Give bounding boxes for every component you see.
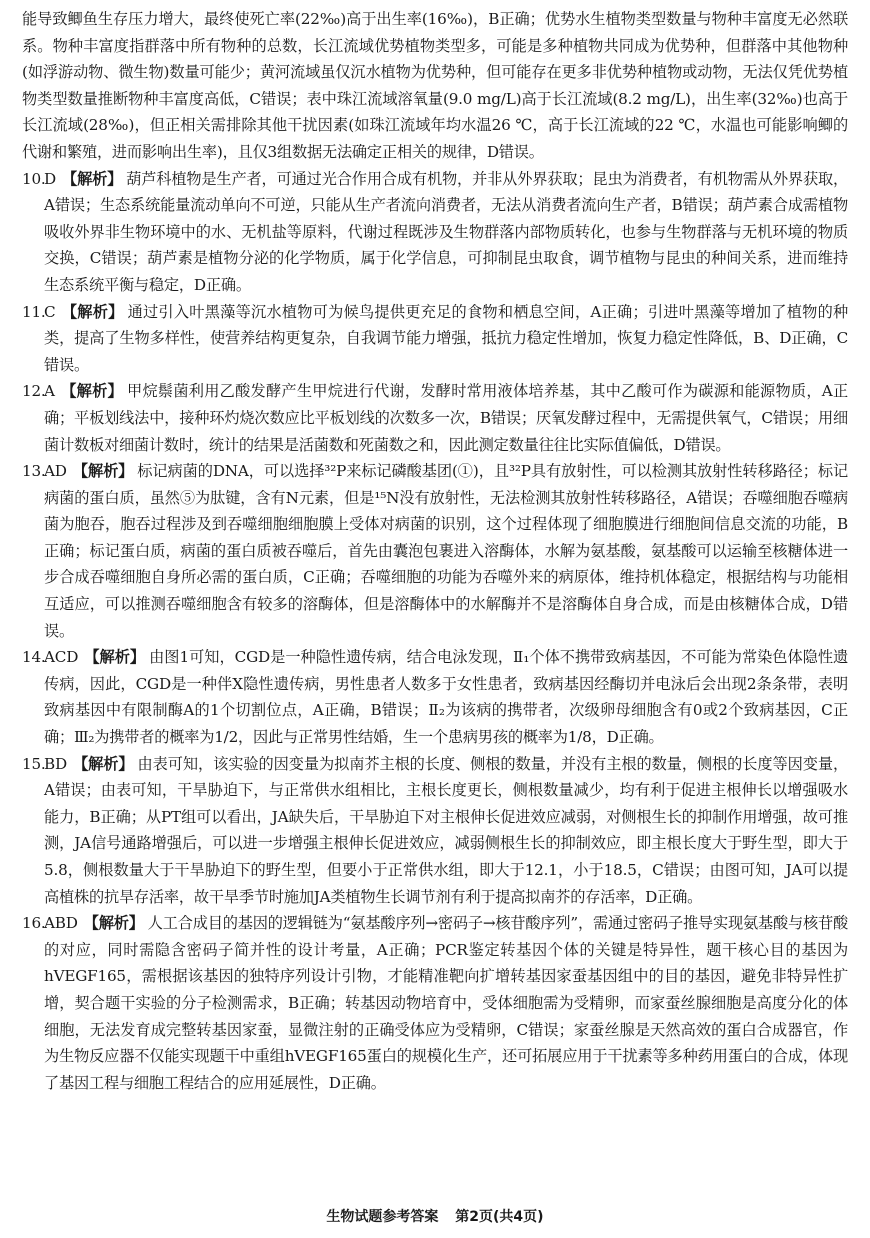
answer-item [22, 299, 848, 379]
answer-choice: AD [44, 462, 67, 481]
analysis-text: 标记病菌的DNA，可以选择³²P来标记磷酸基团(①)，且³²P具有放射性，可以检测其放射性转移路径；标记病菌的蛋白质，虽然⑤为肽键，含有N元素，但是¹⁵N没有放射性，无法检测其放射性转移路径，A错误；吞噬细胞吞噬病菌为胞吞，胞吞过程涉及到吞噬细胞细胞膜上受体对病菌的识别，这个过程体现了细胞膜进行细胞间信息交流的功能，B正确；标记蛋白质，病菌的蛋白质被吞噬后，首先由囊泡包裹进入溶酶体，水解为氨基酸，氨基酸可以运输至核糖体进一步合成吞噬细胞自身所必需的蛋白质，C正确；吞噬细胞的功能为吞噬外来的病原体，维持机体稳定，根据结构与功能相互适应，可以推测吞噬细胞含有较多的溶酶体，但是溶酶体中的水解酶并不是溶酶体自身合成，而是由核糖体合成，D错误。 [44, 462, 848, 640]
footer-title: 生物试题参考答案 [326, 1209, 439, 1225]
question-number: 12. [22, 382, 46, 401]
answer-choice: C [44, 302, 56, 321]
analysis-text: 通过引入叶黑藻等沉水植物可为候鸟提供更充足的食物和栖息空间，A正确；引进叶黑藻等增加了植物的种类，提高了生物多样性，使营养结构更复杂，自我调节能力增强，抵抗力稳定性增加，恢复力稳定性降低，B、D正确，C错误。 [44, 302, 848, 374]
answer-choice: D [44, 169, 56, 188]
intro-paragraph: 能导致鲫鱼生存压力增大，最终使死亡率(22‰)高于出生率(16‰)，B正确；优势水生植物类型数量与物种丰富度无必然联系。物种丰富度指群落中所有物种的总数，长江流域优势植物类型多，可能是多种植物共同成为优势种，但群落中其他物种(如浮游动物、微生物)数量可能少；黄河流域虽仅沉水植物为优势种，但可能存在更多非优势种植物或动物，无法仅凭优势植物类型数量推断物种丰富度高低，C错误；表中珠江流域溶氧量(9.0 mg/L)高于长江流域(8.2 mg/L)，出生率(32‰)也高于长江流域(28‰)，但正相关需排除其他干扰因素(如珠江流域年均水温26 ℃，高于长江流域的22 ℃，水温也可能影响鲫的代谢和繁殖，进而影响出生率)，且仅3组数据无法确定正相关的规律，D错误。 [22, 10, 848, 161]
analysis-text: 由表可知，该实验的因变量为拟南芥主根的长度、侧根的数量，并没有主根的数量，侧根的长度等因变量，A错误；由表可知，干旱胁迫下，与正常供水组相比，主根长度更长，侧根数量减少，均有利于促进主根伸长以增强吸水能力，B正确；从PT组可以看出，JA缺失后，干旱胁迫下对主根伸长促进效应减弱，对侧根生长的抑制作用增强，故可推测，JA信号通路增强后，可以进一步增强主根伸长促进效应，减弱侧根生长的抑制效应，即主根长度大于野生型，即大于5.8，侧根数量大于干旱胁迫下的野生型，但要小于正常供水组，即大于12.1，小于18.5，C错误；由图可知，JA可以提高植株的抗旱存活率，故干旱季节时施加JA类植物生长调节剂有利于提高拟南芥的存活率，D正确。 [44, 754, 848, 906]
answer-page [22, 6, 848, 1096]
answer-choice: ABD [44, 914, 78, 933]
answer-choice: A [44, 382, 55, 401]
question-number: 11. [22, 302, 46, 321]
question-number: 14. [22, 648, 46, 667]
question-number: 15. [22, 754, 46, 773]
answer-choice: ACD [44, 648, 79, 667]
analysis-tag: 【解析】 [61, 169, 123, 188]
analysis-text: 由图1可知，CGD是一种隐性遗传病，结合电泳发现，Ⅱ₁个体不携带致病基因，不可能为常染色体隐性遗传病，因此，CGD是一种伴X隐性遗传病，男性患者人数多于女性患者，致病基因经酶切并电泳后会出现2条条带，表明致病基因中有限制酶A的1个切割位点，A正确，B错误；Ⅱ₂为该病的携带者，次级卵母细胞含有0或2个致病基因，C正确；Ⅲ₂为携带者的概率为1/2，因此与正常男性结婚，生一个患病男孩的概率为1/8，D正确。 [44, 648, 849, 747]
answer-items [22, 166, 848, 1097]
analysis-tag: 【解析】 [72, 462, 134, 481]
footer-page-number: 第2页(共4页) [455, 1209, 544, 1225]
analysis-text: 人工合成目的基因的逻辑链为“氨基酸序列→密码子→核苷酸序列”，需通过密码子推导实现氨基酸与核苷酸的对应，同时需隐含密码子简并性的设计考量，A正确；PCR鉴定转基因个体的关键是特异性，题干核心目的基因为hVEGF165，需根据该基因的独特序列设计引物，才能精准靶向扩增转基因家蚕基因组中的目的基因，避免非特异性扩增，契合题干实验的分子检测需求，B正确；转基因动物培育中，受体细胞需为受精卵，而家蚕丝腺细胞是高度分化的体细胞，无法发育成完整转基因家蚕，显微注射的正确受体应为受精卵，C错误；家蚕丝腺是天然高效的蛋白合成器官，作为生物反应器不仅能实现题干中重组hVEGF165蛋白的规模化生产，还可拓展应用于干扰素等多种药用蛋白的合成，体现了基因工程与细胞工程结合的应用延展性，D正确。 [44, 914, 849, 1092]
question-number: 13. [22, 462, 46, 481]
analysis-text: 葫芦科植物是生产者，可通过光合作用合成有机物，并非从外界获取；昆虫为消费者，有机物需从外界获取，A错误；生态系统能量流动单向不可逆，只能从生产者流向消费者，无法从消费者流向生产者，B错误；葫芦素合成需植物吸收外界非生物环境中的水、无机盐等原料，代谢过程既涉及生物群落内部物质转化，也参与生物群落与无机环境的物质交换，C错误；葫芦素是植物分泌的化学物质，属于化学信息，可抑制昆虫取食，调节植物与昆虫的种间关系，进而维持生态系统平衡与稳定，D正确。 [44, 169, 849, 294]
answer-choice: BD [44, 754, 67, 773]
analysis-tag: 【解析】 [60, 382, 123, 401]
question-number: 16. [22, 914, 46, 933]
answer-item [22, 458, 848, 644]
answer-item [22, 378, 848, 458]
analysis-tag: 【解析】 [84, 648, 146, 667]
answer-item [22, 644, 848, 750]
analysis-tag: 【解析】 [83, 914, 144, 933]
question-number: 10. [22, 169, 46, 188]
analysis-text: 甲烷鬃菌利用乙酸发酵产生甲烷进行代谢，发酵时常用液体培养基，其中乙酸可作为碳源和能源物质，A正确；平板划线法中，接种环灼烧次数应比平板划线的次数多一次，B错误；厌氧发酵过程中，无需提供氧气，C错误；用细菌计数板对细菌计数时，统计的结果是活菌数和死菌数之和，因此测定数量往往比实际值偏低，D错误。 [44, 382, 848, 454]
analysis-tag: 【解析】 [72, 754, 134, 773]
answer-item [22, 751, 848, 911]
answer-item [22, 910, 848, 1096]
answer-item [22, 166, 848, 299]
page-footer [0, 1206, 870, 1226]
analysis-tag: 【解析】 [61, 302, 124, 321]
